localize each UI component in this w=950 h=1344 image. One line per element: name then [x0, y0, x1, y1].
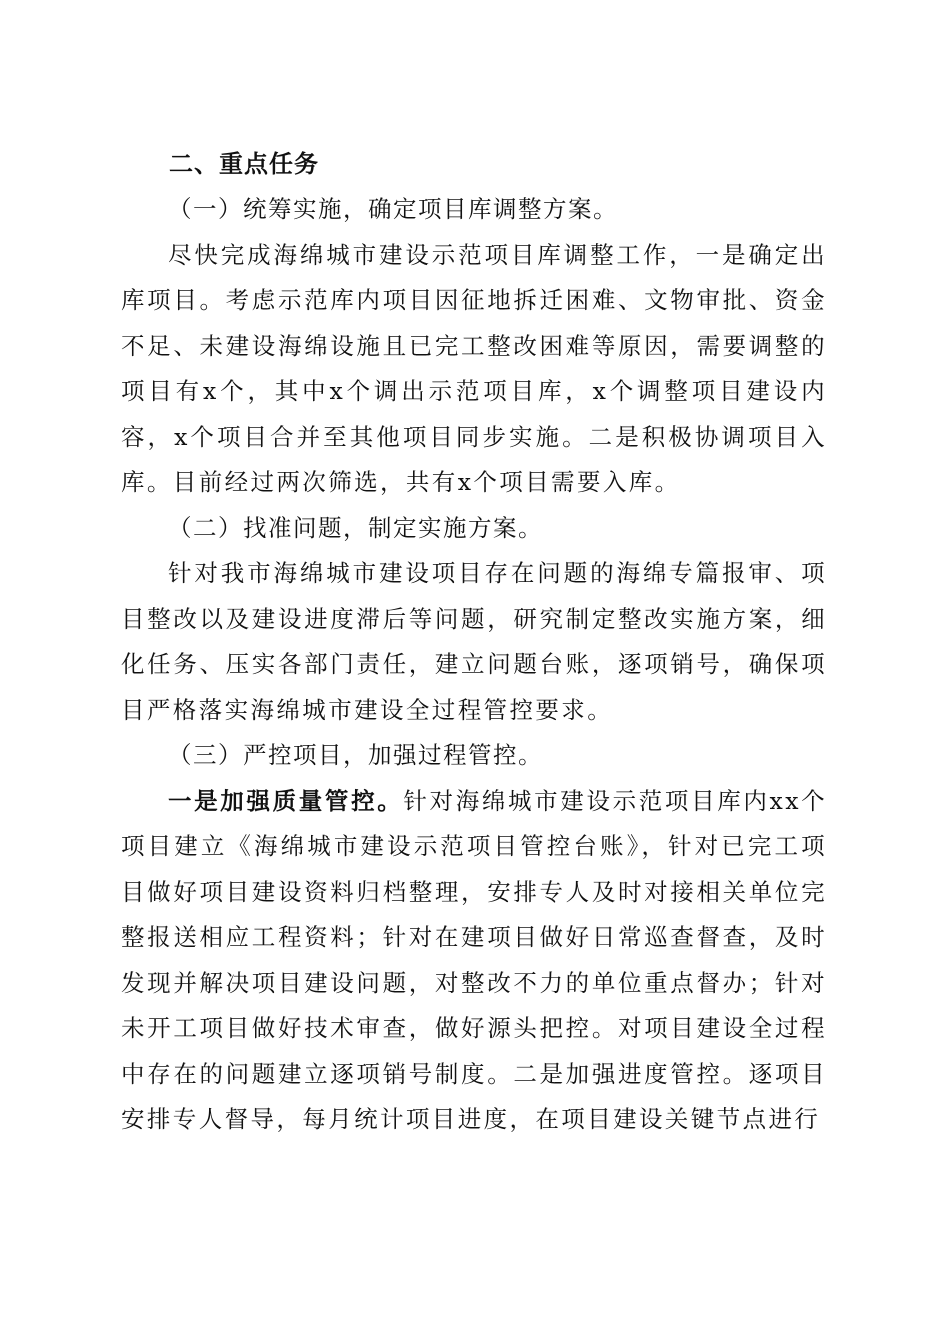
- section-heading: 二、重点任务: [169, 150, 319, 178]
- subsection-heading-1: （一）统筹实施，确定项目库调整方案。: [168, 195, 618, 223]
- paragraph-3: [121, 779, 827, 1143]
- paragraph-3-lead: 一是加强质量管控。: [168, 786, 404, 815]
- paragraph-1: 尽快完成海绵城市建设示范项目库调整工作，一是确定出库项目。考虑示范库内项目因征地拆迁困难、文物审批、资金不足、未建设海绵设施且已完工整改困难等原因，需要调整的项目有x个，其中x个调出示范项目库，x个调整项目建设内容，x个项目合并至其他项目同步实施。二是积极协调项目入库。目前经过两次筛选，共有x个项目需要入库。: [121, 240, 827, 496]
- subsection-heading-3: （三）严控项目，加强过程管控。: [168, 741, 543, 769]
- paragraph-2: 针对我市海绵城市建设项目存在问题的海绵专篇报审、项目整改以及建设进度滞后等问题，研究制定整改实施方案，细化任务、压实各部门责任，建立问题台账，逐项销号，确保项目严格落实海绵城市建设全过程管控要求。: [121, 559, 827, 724]
- subsection-heading-2: （二）找准问题，制定实施方案。: [168, 513, 543, 542]
- document-body: [121, 141, 827, 1143]
- paragraph-3-body: 针对海绵城市建设示范项目库内xx个项目建立《海绵城市建设示范项目管控台账》，针对已完工项目做好项目建设资料归档整理，安排专人及时对接相关单位完整报送相应工程资料；针对在建项目做好日常巡查督查，及时发现并解决项目建设问题，对整改不力的单位重点督办；针对未开工项目做好技术审查，做好源头把控。对项目建设全过程中存在的问题建立逐项销号制度。二是加强进度管控。逐项目安排专人督导，每月统计项目进度，在项目建设关键节点进行: [121, 786, 827, 1133]
